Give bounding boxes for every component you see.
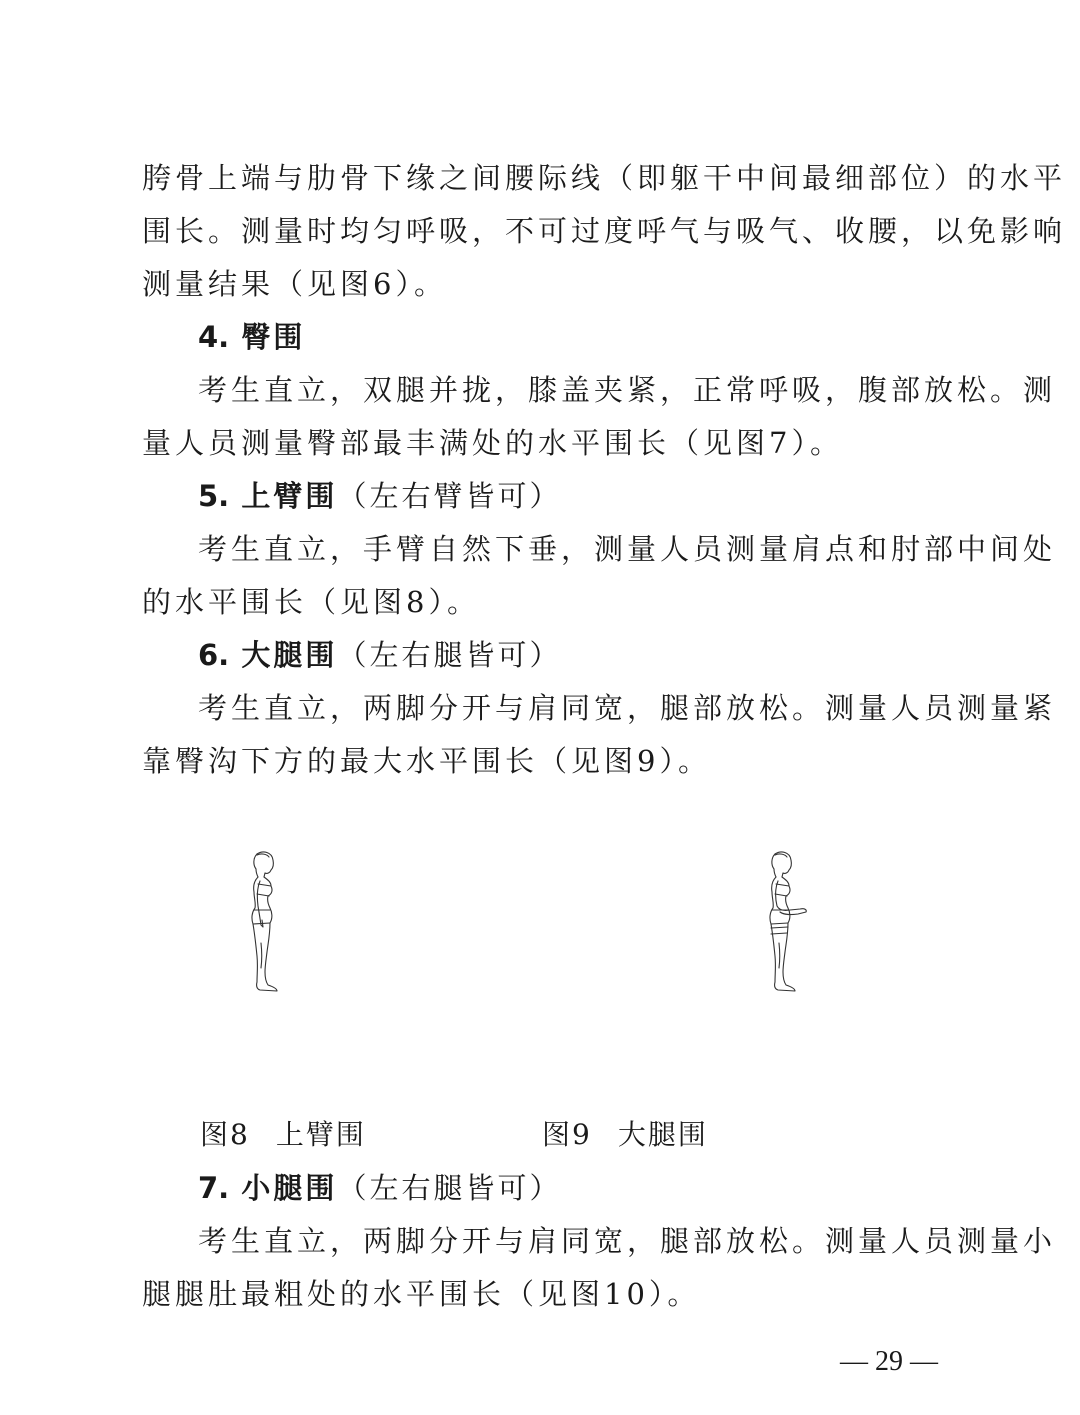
heading-title: 小腿围 <box>241 1171 338 1205</box>
heading-title: 大腿围 <box>241 638 338 672</box>
upper-arm-paragraph-line-1: 考生直立，手臂自然下垂，测量人员测量肩点和肘部中间处 <box>198 532 1057 566</box>
section-heading-upper-arm <box>198 478 561 514</box>
section-heading-hip <box>198 319 305 355</box>
heading-number: 5. <box>198 479 230 513</box>
figure-8-label: 图8 <box>200 1118 250 1151</box>
heading-number: 4. <box>198 320 230 354</box>
heading-note: （左右腿皆可） <box>337 638 562 672</box>
section-heading-calf <box>198 1170 561 1206</box>
figure-8-title: 上臂围 <box>275 1118 366 1151</box>
figure-9-title: 大腿围 <box>617 1118 708 1151</box>
section-heading-thigh <box>198 637 561 673</box>
heading-number: 7. <box>198 1171 230 1205</box>
calf-paragraph-line-2: 腿腿肚最粗处的水平围长（见图10）。 <box>142 1277 701 1311</box>
waist-paragraph-line-3: 测量结果（见图6）。 <box>142 267 447 301</box>
hip-paragraph-line-2: 量人员测量臀部最丰满处的水平围长（见图7）。 <box>142 426 843 460</box>
figure-9-illustration <box>750 848 830 1003</box>
upper-arm-paragraph-line-2: 的水平围长（见图8）。 <box>142 585 480 619</box>
page-number: — 29 — <box>840 1346 938 1377</box>
heading-number: 6. <box>198 638 230 672</box>
waist-paragraph-line-2: 围长。测量时均匀呼吸，不可过度呼气与吸气、收腰，以免影响 <box>142 214 1067 248</box>
figure-9-label: 图9 <box>542 1118 592 1151</box>
heading-title: 上臂围 <box>241 479 338 513</box>
figure-9-caption <box>542 1117 708 1153</box>
heading-note: （左右臂皆可） <box>337 479 562 513</box>
figure-8-illustration <box>230 848 300 998</box>
waist-paragraph-line-1: 胯骨上端与肋骨下缘之间腰际线（即躯干中间最细部位）的水平 <box>142 161 1067 195</box>
heading-note: （左右腿皆可） <box>337 1171 562 1205</box>
thigh-paragraph-line-2: 靠臀沟下方的最大水平围长（见图9）。 <box>142 744 711 778</box>
hip-paragraph-line-1: 考生直立，双腿并拢，膝盖夹紧，正常呼吸，腹部放松。测 <box>198 373 1057 407</box>
calf-paragraph-line-1: 考生直立，两脚分开与肩同宽，腿部放松。测量人员测量小 <box>198 1224 1057 1258</box>
thigh-paragraph-line-1: 考生直立，两脚分开与肩同宽，腿部放松。测量人员测量紧 <box>198 691 1057 725</box>
figure-8-caption <box>200 1117 366 1153</box>
heading-title: 臀围 <box>241 320 306 354</box>
